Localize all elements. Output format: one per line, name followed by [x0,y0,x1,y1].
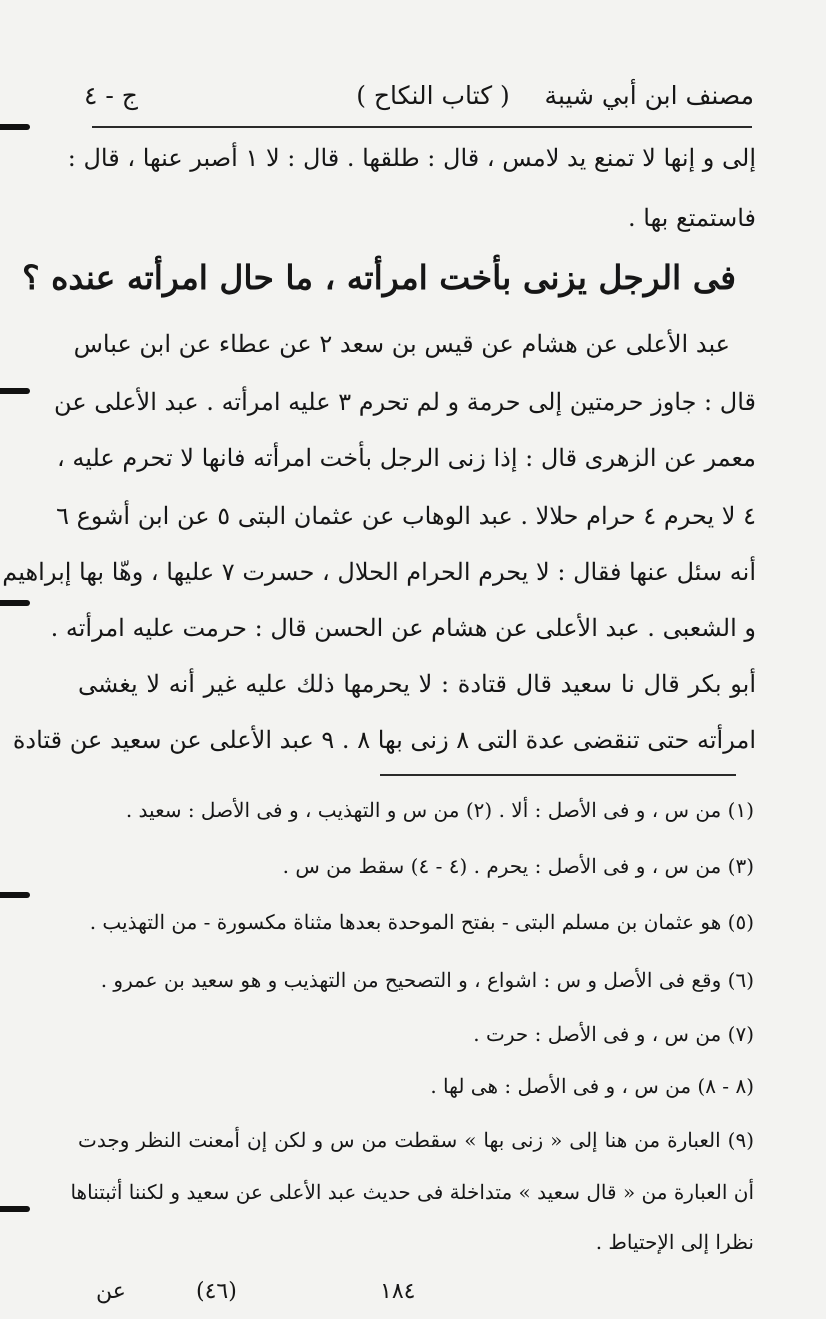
scan-mark [0,124,30,130]
footnote-rule [380,774,736,776]
footnote: (٨ - ٨) من س ، و فى الأصل : هى لها . [430,1074,754,1098]
volume-label: ج - ٤ [84,81,138,110]
footnote: (٣) من س ، و فى الأصل : يحرم . (٤ - ٤) سقط من س . [282,854,754,878]
body-line: عبد الأعلى عن هشام عن قيس بن سعد ٢ عن عطاء عن ابن عباس [73,330,730,358]
footnote: (٧) من س ، و فى الأصل : حرت . [473,1022,754,1046]
header-rule [92,126,752,128]
footnote: (٦) وقع فى الأصل و س : اشواع ، و التصحيح من التهذيب و هو سعيد بن عمرو . [100,968,754,992]
footnote-continued: نظرا إلى الإحتياط . [595,1230,754,1254]
book-title: مصنف ابن أبي شيبة [544,81,754,110]
body-line: إلى و إنها لا تمنع يد لامس ، قال : طلقها . قال : لا ١ أصبر عنها ، قال : [67,144,756,172]
footnote: (٥) هو عثمان بن مسلم البتى - بفتح الموحدة بعدها مثناة مكسورة - من التهذيب . [89,910,754,934]
scan-mark [0,1206,30,1212]
body-line: فاستمتع بها . [628,204,756,232]
body-line: أبو بكر قال نا سعيد قال قتادة : لا يحرمها ذلك عليه غير أنه لا يغشى [78,670,756,698]
folio-number: (٤٦) [196,1279,237,1304]
body-line: قال : جاوز حرمتين إلى حرمة و لم تحرم ٣ عليه امرأته . عبد الأعلى عن [54,388,756,416]
scan-mark [0,892,30,898]
footnote: (٩) العبارة من هنا إلى « زنى بها » سقطت من س و لكن إن أمعنت النظر وجدت [78,1128,754,1152]
section-heading: فى الرجل يزنى بأخت امرأته ، ما حال امرأته عنده ؟ [22,258,736,297]
body-line: امرأته حتى تنقضى عدة التى ٨ زنى بها ٨ . ٩ عبد الأعلى عن سعيد عن قتادة [12,726,756,754]
catchword: عن [96,1279,126,1304]
body-line: أنه سئل عنها فقال : لا يحرم الحرام الحلال ، حسرت ٧ عليها ، وهّا بها إبراهيم [2,558,756,586]
footnote-continued: أن العبارة من « قال سعيد » متداخلة فى حديث عبد الأعلى عن سعيد و لكننا أثبتناها [70,1180,754,1204]
body-line: ٤ لا يحرم ٤ حرام حلالا . عبد الوهاب عن عثمان البتى ٥ عن ابن أشوع ٦ [56,502,756,530]
body-line: معمر عن الزهرى قال : إذا زنى الرجل بأخت امرأته فانها لا تحرم عليه ، [57,444,756,472]
scan-mark [0,388,30,394]
body-line: و الشعبى . عبد الأعلى عن هشام عن الحسن قال : حرمت عليه امرأته . [50,614,756,642]
footnote: (١) من س ، و فى الأصل : ألا . (٢) من س و التهذيب ، و فى الأصل : سعيد . [125,798,754,822]
chapter-title: ( كتاب النكاح ) [356,81,510,110]
page-number: ١٨٤ [380,1279,416,1304]
scan-mark [0,600,30,606]
